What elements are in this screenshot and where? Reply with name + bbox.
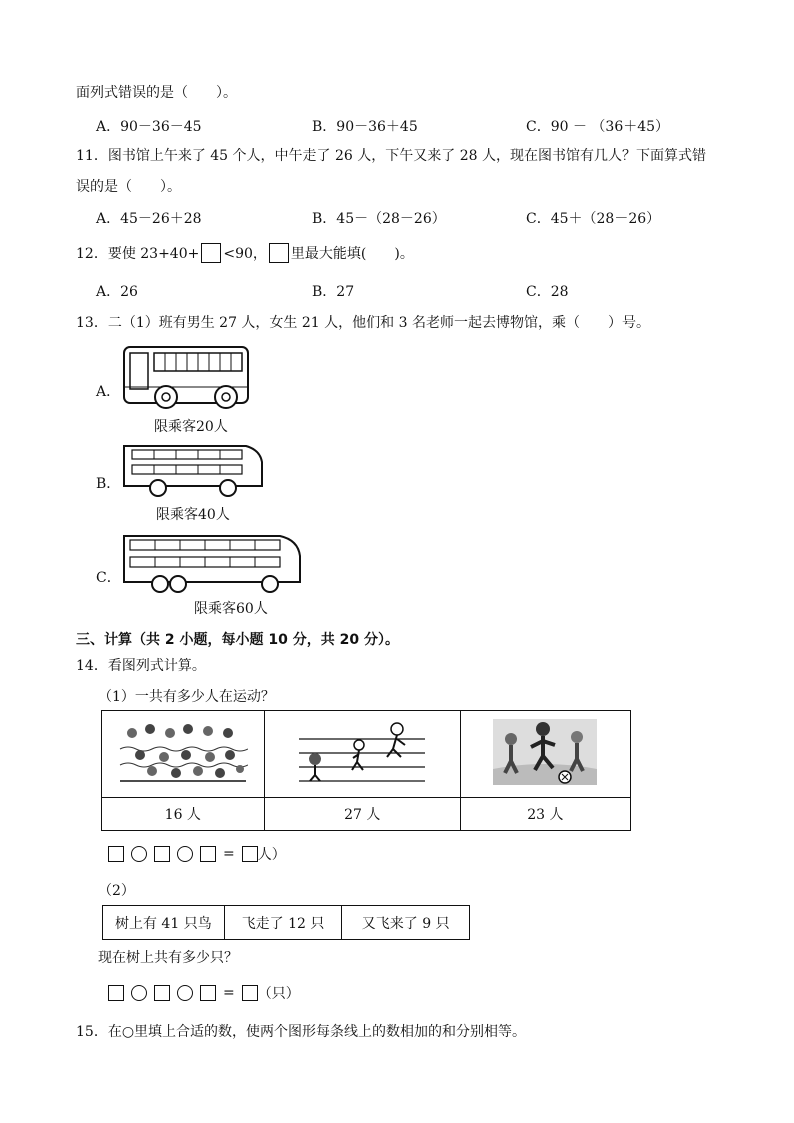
q12-suffix: 里最大能填( )。 xyxy=(290,246,414,262)
q14-title: 14．看图列式计算。 xyxy=(76,658,206,674)
birds-on-tree: 树上有 41 只鸟 xyxy=(103,906,225,940)
answer-box[interactable] xyxy=(200,985,216,1001)
answer-box[interactable] xyxy=(200,846,216,862)
q10-option-c: C．90 － （36＋45） xyxy=(526,119,670,135)
q13-option-a-caption: 限乘客20人 xyxy=(154,419,228,435)
q13-option-c-caption: 限乘客60人 xyxy=(194,601,268,617)
q11-option-c: C．45＋（28－26） xyxy=(526,211,661,227)
birds-flew-back: 又飞来了 9 只 xyxy=(342,906,470,940)
q10-option-b: B．90－36＋45 xyxy=(312,119,418,135)
q13-option-b-label: B． xyxy=(96,476,121,492)
equals-sign: = xyxy=(223,846,235,862)
bird-table xyxy=(102,905,470,940)
answer-box[interactable] xyxy=(242,985,258,1001)
q14-part2-text: （2） xyxy=(98,883,135,899)
running-picture-cell xyxy=(264,711,460,798)
coach-bus-image xyxy=(120,442,266,500)
city-bus-image xyxy=(120,343,252,413)
q13-option-c-label: C． xyxy=(96,570,121,586)
section-heading: 三、计算（共 2 小题，每小题 10 分，共 20 分）。 xyxy=(76,632,399,648)
q14-part1-text: （1）一共有多少人在运动？ xyxy=(98,689,275,705)
q13-option-b-caption: 限乘客40人 xyxy=(156,507,230,523)
answer-box[interactable] xyxy=(269,243,289,263)
q14-picture-table xyxy=(101,710,631,831)
q12-prefix: 12．要使 23+40+ xyxy=(76,246,200,262)
q10-text: 面列式错误的是（ ）。 xyxy=(76,85,237,101)
q12-option-c: C．28 xyxy=(526,284,569,300)
unit-label: 人） xyxy=(257,847,286,863)
answer-box[interactable] xyxy=(242,846,258,862)
soccer-picture-cell xyxy=(460,711,630,798)
q12-option-a: A．26 xyxy=(96,284,138,300)
operator-circle[interactable] xyxy=(131,985,147,1001)
operator-circle[interactable] xyxy=(177,985,193,1001)
q15-text: 15．在○里填上合适的数，使两个图形每条线上的数相加的和分别相等。 xyxy=(76,1024,527,1040)
birds-flew-away: 飞走了 12 只 xyxy=(224,906,342,940)
running-children-image xyxy=(297,719,427,785)
q12-option-b: B．27 xyxy=(312,284,355,300)
q11-option-a: A．45－26＋28 xyxy=(96,211,202,227)
answer-box[interactable] xyxy=(108,985,124,1001)
q12-middle: <90， xyxy=(223,246,267,262)
equation-2 xyxy=(108,983,300,1003)
answer-box[interactable] xyxy=(154,846,170,862)
soccer-players-image xyxy=(493,719,597,785)
q12-text xyxy=(76,243,414,263)
q10-option-a: A．90－36－45 xyxy=(96,119,202,135)
equals-sign: = xyxy=(223,985,235,1001)
operator-circle[interactable] xyxy=(177,846,193,862)
q13-text: 13．二（1）班有男生 27 人，女生 21 人，他们和 3 名老师一起去博物馆，乘（ ）号。 xyxy=(76,315,650,331)
double-decker-bus-image xyxy=(120,532,304,596)
answer-box[interactable] xyxy=(154,985,170,1001)
answer-box[interactable] xyxy=(201,243,221,263)
swimming-children-image xyxy=(118,719,248,785)
swimming-picture-cell xyxy=(102,711,265,798)
swimming-count: 16 人 xyxy=(102,798,265,831)
equation-1 xyxy=(108,844,286,864)
running-count: 27 人 xyxy=(264,798,460,831)
q11-text-line1: 11．图书馆上午来了 45 个人，中午走了 26 人，下午又来了 28 人，现在图书馆有几人？下面算式错 xyxy=(76,148,706,164)
q14-question2: 现在树上共有多少只？ xyxy=(98,950,238,966)
q11-option-b: B．45－（28－26） xyxy=(312,211,446,227)
answer-box[interactable] xyxy=(108,846,124,862)
operator-circle[interactable] xyxy=(131,846,147,862)
soccer-count: 23 人 xyxy=(460,798,630,831)
q13-option-a-label: A． xyxy=(96,384,121,400)
unit-label: （只） xyxy=(257,986,300,1002)
q11-text-line2: 误的是（ ）。 xyxy=(76,179,181,195)
